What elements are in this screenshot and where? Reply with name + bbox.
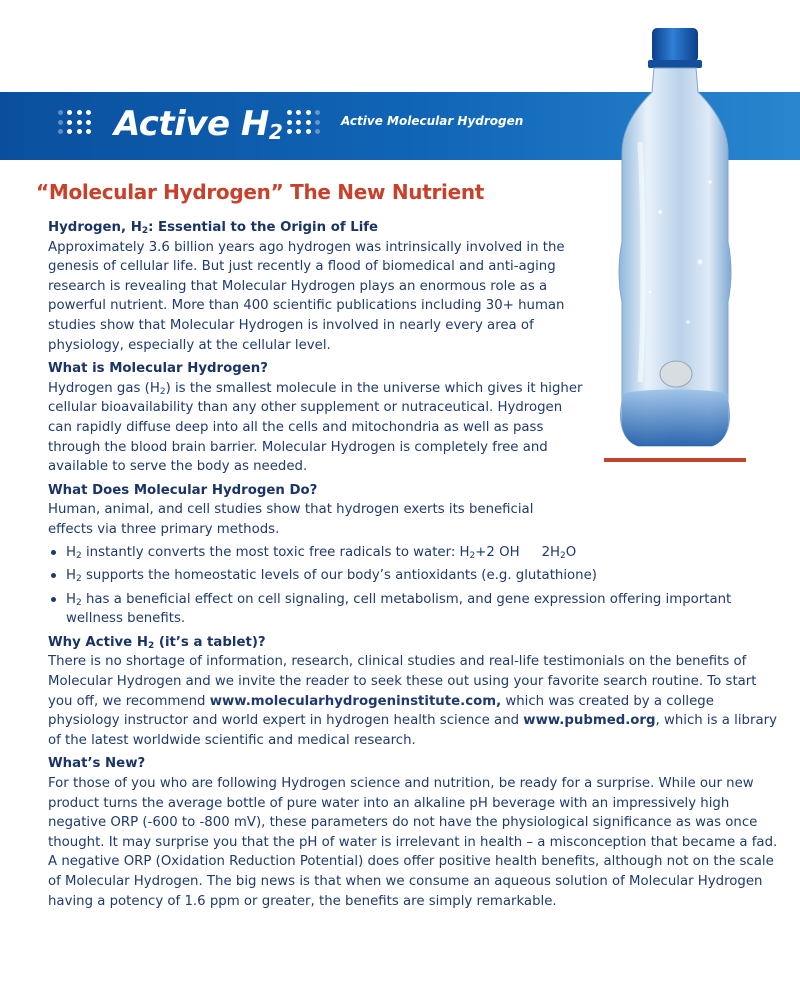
list-item: $H_2$ supports the homeostatic levels of our body’s antioxidants (e.g. glutathione) <box>48 566 778 586</box>
section-paragraph: Approximately 3.6 billion years ago hydrogen was intrinsically involved in the genesis of cellular life. But just recently a flood of biomedical and anti-aging research is revealing that Molecular Hydrogen plays an enormous role as a powerful nutrient. More than 400 scientific publications including 30+ human studies show that Molecular Hydrogen is involved in nearly every area of physiology, especially at the cellular level. <box>48 239 565 353</box>
section-why <box>48 633 778 751</box>
link-pubmed[interactable]: www.pubmed.org <box>523 713 656 729</box>
benefit-list <box>48 543 778 629</box>
section-heading: What is Molecular Hydrogen? <box>48 361 268 377</box>
section-what-is <box>48 359 588 477</box>
brand-logo: Active $H_2$ <box>114 104 283 144</box>
section-paragraph: Human, animal, and cell studies show that hydrogen exerts its beneficial effects via three primary methods. <box>48 502 534 537</box>
dots-logo-icon <box>58 110 92 136</box>
section-what-does <box>48 481 778 629</box>
section-paragraph: There is no shortage of information, research, clinical studies and real-life testimonials on the benefits of Molecular Hydrogen and we invite the reader to seek these out using your favorite search routine. To start you off, we recommend www.molecularhydrogeninstitute.com, which was created by a college physiology instructor and world expert in hydrogen health science and www.pubmed.org, which is a library of the latest worldwide scientific and medical research. <box>48 654 777 748</box>
section-heading: What’s New? <box>48 756 146 772</box>
section-heading: What Does Molecular Hydrogen Do? <box>48 482 318 498</box>
tagline: Active Molecular Hydrogen <box>341 114 524 128</box>
section-paragraph: For those of you who are following Hydrogen science and nutrition, be ready for a surprise. While our new product turns the average bottle of pure water into an alkaline pH beverage with an impressively high negative ORP (-600 to -800 mV), these parameters do not have the physiological significance as was once thought. It may surprise you that the pH of water is irrelevant in health – a misconception that became a fad. A negative ORP (Oxidation Reduction Potential) does offer positive health benefits, although not on the scale of Molecular Hydrogen. The big news is that when we consume an aqueous solution of Molecular Hydrogen having a potency of 1.6 ppm or greater, the benefits are simply remarkable. <box>48 776 778 909</box>
section-heading: Hydrogen, $H_2$: Essential to the Origin of Life <box>48 220 379 236</box>
section-heading: Why Active $H_2$ (it’s a tablet)? <box>48 634 266 651</box>
section-origin <box>48 218 588 355</box>
article-body <box>48 218 778 915</box>
link-molecular-hydrogen-institute[interactable]: www.molecularhydrogeninstitute.com, <box>209 693 502 709</box>
list-item: $H_2$ has a beneficial effect on cell signaling, cell metabolism, and gene expression offering important wellness benefits. <box>48 590 778 629</box>
dots-decor-icon <box>287 110 321 136</box>
section-paragraph: Hydrogen gas $(H_2)$ is the smallest molecule in the universe which gives it higher cellular bioavailability than any other supplement or nutraceutical. Hydrogen can rapidly diffuse deep into all the cells and mitochondria as well as pass through the blood brain barrier. Molecular Hydrogen is completely free and available to serve the body as needed. <box>48 380 583 475</box>
list-item: $H_2$ instantly converts the most toxic free radicals to water: $H_2+2$ OH $2H_2O$ <box>48 543 778 563</box>
section-whats-new <box>48 754 778 911</box>
page-title: “Molecular Hydrogen” The New Nutrient <box>36 180 485 204</box>
